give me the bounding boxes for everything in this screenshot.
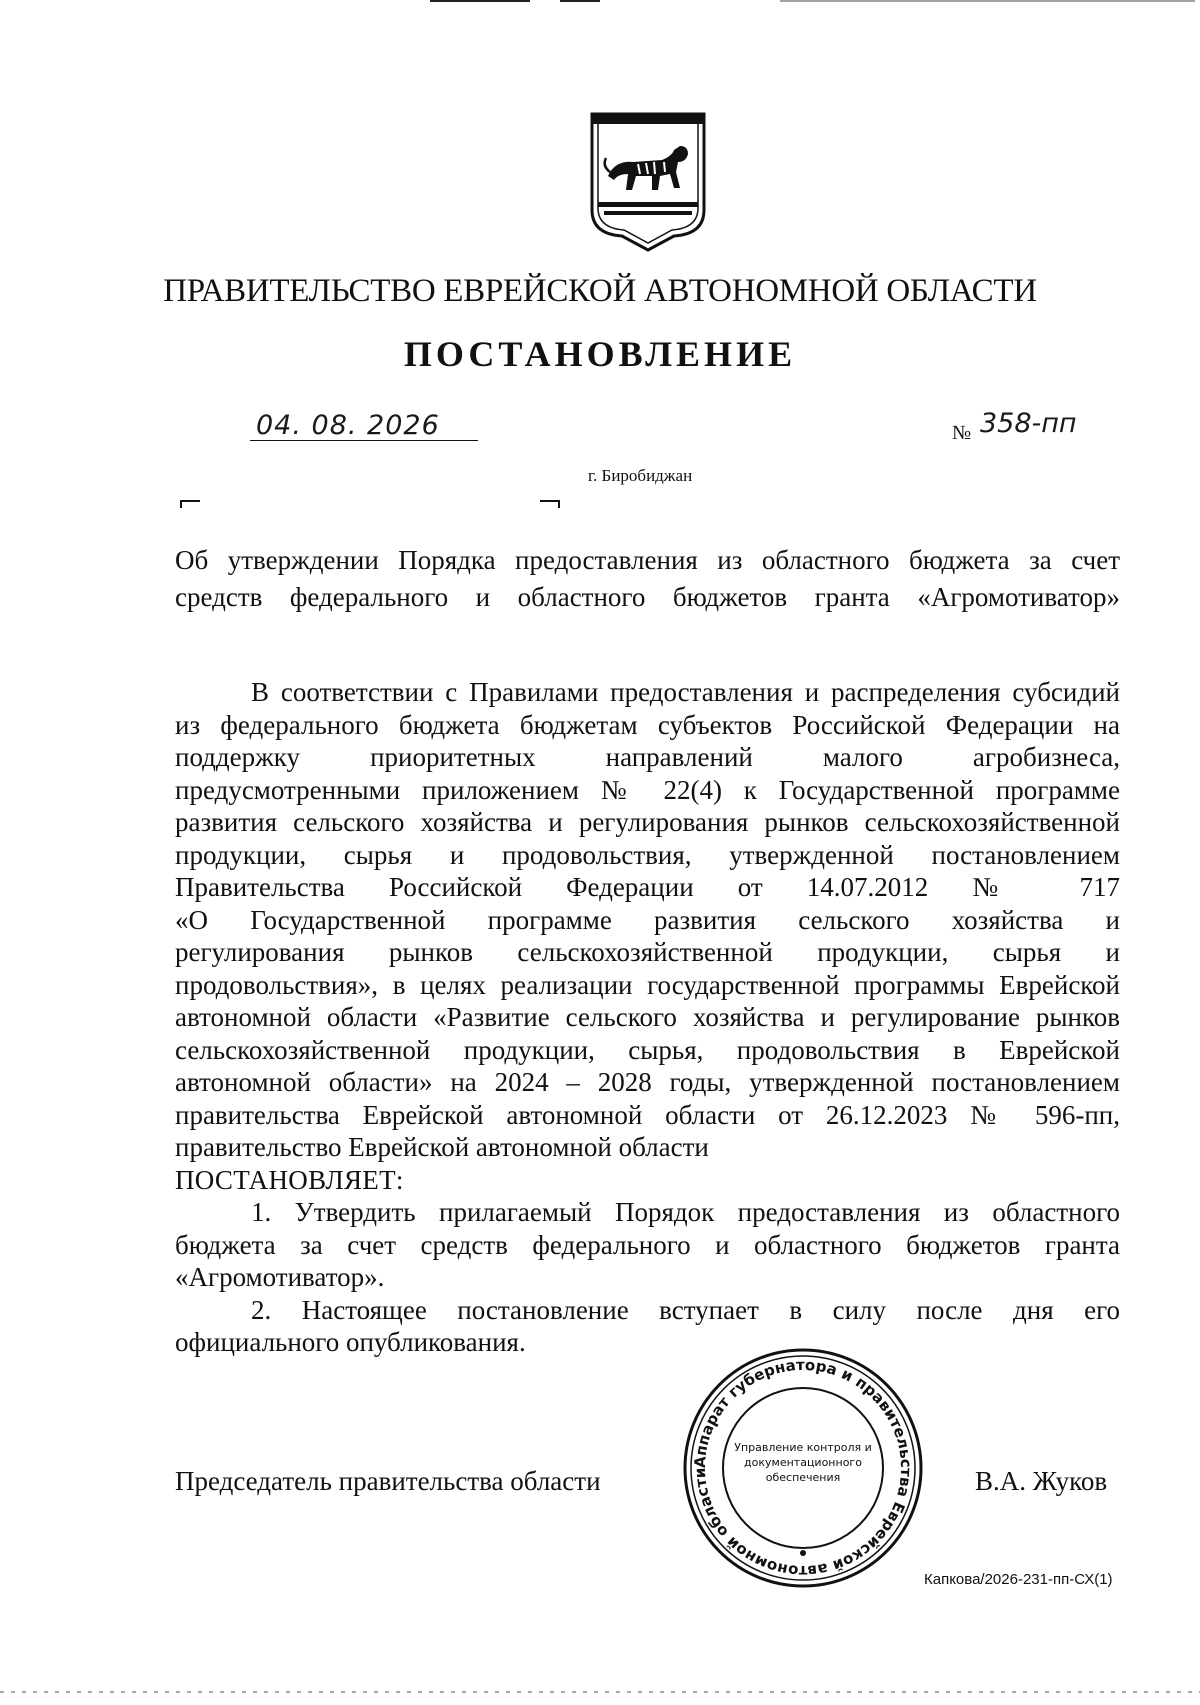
body-line: «О Государственной программе развития сельского хозяйства и bbox=[175, 904, 1120, 935]
body-line: В соответствии с Правилами предоставления и распределения субсидий bbox=[251, 677, 1120, 707]
scan-artifact-bottom bbox=[0, 1688, 1200, 1696]
document-type: ПОСТАНОВЛЕНИЕ bbox=[403, 334, 797, 374]
body-line: правительство Еврейской автономной области bbox=[175, 1132, 709, 1162]
signer-title: Председатель правительства области bbox=[175, 1466, 601, 1496]
official-stamp bbox=[680, 1345, 926, 1591]
body-line: автономной области» на 2024 – 2028 годы, утвержденной постановлением bbox=[175, 1067, 1120, 1097]
scan-artifact-top bbox=[0, 0, 1200, 8]
svg-text:обеспечения: обеспечения bbox=[765, 1471, 841, 1484]
bracket-corner-right bbox=[540, 500, 560, 508]
svg-text:Управление контроля и: Управление контроля и bbox=[734, 1441, 872, 1454]
body-line: продукции, сырья и продовольствия, утвержденной постановлением bbox=[175, 839, 1120, 870]
body-line: Правительства Российской Федерации от 14.07.2012 № 717 bbox=[175, 872, 1120, 902]
item-2-line: 2. Настоящее постановление вступает в силу после дня его bbox=[251, 1294, 1120, 1325]
item-1-line: «Агромотиватор». bbox=[175, 1262, 385, 1292]
item-2-line: официального опубликования. bbox=[175, 1327, 526, 1357]
bracket-corner-left bbox=[180, 500, 200, 508]
document-date: 04. 08. 2026 bbox=[256, 410, 440, 441]
body-line: предусмотренными приложением № 22(4) к Государственной программе bbox=[175, 774, 1120, 805]
city: г. Биробиджан bbox=[588, 466, 693, 485]
number-sign: № bbox=[952, 422, 972, 444]
body-line: развития сельского хозяйства и регулирования рынков сельскохозяйственной bbox=[175, 807, 1120, 837]
svg-text:Аппарат губернатора и правител: Аппарат губернатора и правительства Еврейской автономной области bbox=[690, 1355, 916, 1581]
item-1-line: 1. Утвердить прилагаемый Порядок предоставления из областного bbox=[251, 1197, 1120, 1227]
svg-text:документационного: документационного bbox=[744, 1456, 862, 1469]
body-line: сельскохозяйственной продукции, сырья, продовольствия в Еврейской bbox=[175, 1034, 1120, 1065]
document-number: 358-пп bbox=[980, 408, 1077, 439]
coat-of-arms-tiger-icon bbox=[588, 110, 708, 252]
date-underline bbox=[250, 440, 478, 441]
document-body bbox=[175, 676, 1120, 1359]
document-subject bbox=[175, 542, 1120, 616]
government-title: ПРАВИТЕЛЬСТВО ЕВРЕЙСКОЙ АВТОНОМНОЙ ОБЛАСТИ bbox=[163, 273, 1037, 309]
subject-line: Об утверждении Порядка предоставления из областного бюджета за счет bbox=[175, 545, 1120, 575]
signer-name: В.А. Жуков bbox=[975, 1466, 1108, 1496]
footer-code: Капкова/2026-231-пп-СХ(1) bbox=[924, 1571, 1113, 1588]
body-line: автономной области «Развитие сельского хозяйства и регулирование рынков bbox=[175, 1002, 1120, 1032]
item-1-line: бюджета за счет средств федерального и областного бюджетов гранта bbox=[175, 1229, 1120, 1260]
subject-line: средств федерального и областного бюджетов гранта «Агромотиватор» bbox=[175, 582, 1120, 612]
decree-word: ПОСТАНОВЛЯЕТ: bbox=[175, 1164, 404, 1195]
body-line: регулирования рынков сельскохозяйственной продукции, сырья и bbox=[175, 937, 1120, 967]
body-line: из федерального бюджета бюджетам субъектов Российской Федерации на bbox=[175, 709, 1120, 740]
body-line: продовольствия», в целях реализации государственной программы Еврейской bbox=[175, 969, 1120, 1000]
body-line: поддержку приоритетных направлений малого агробизнеса, bbox=[175, 742, 1120, 772]
body-line: правительства Еврейской автономной области от 26.12.2023 № 596-пп, bbox=[175, 1099, 1120, 1130]
